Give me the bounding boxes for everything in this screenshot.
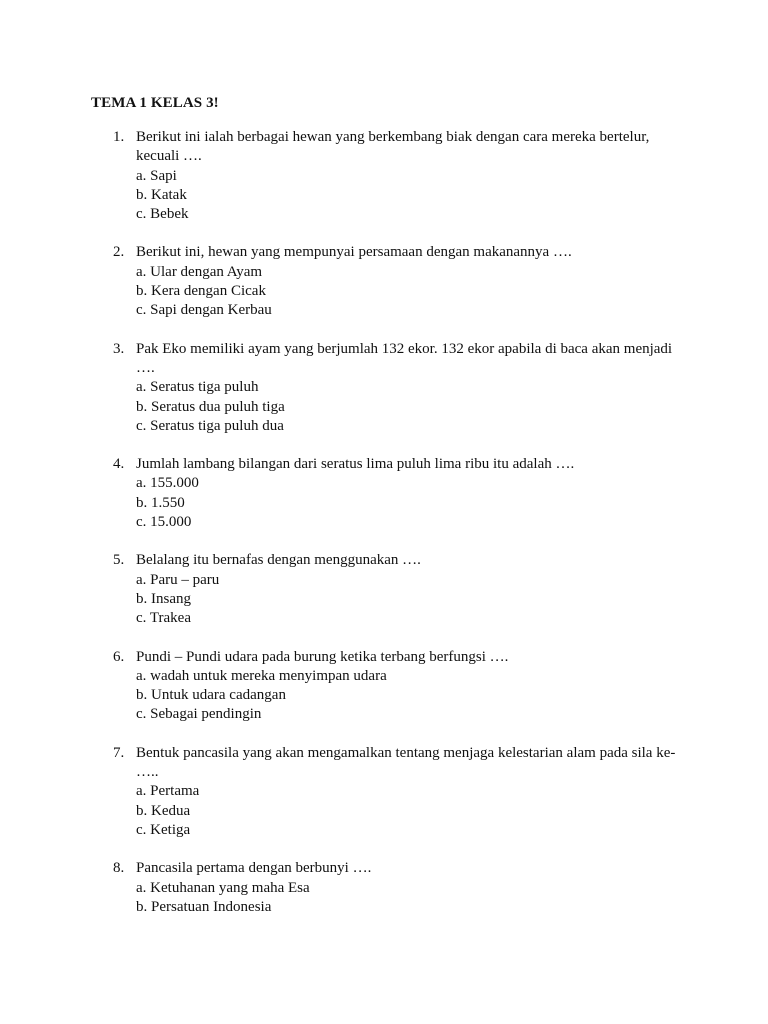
document-title: TEMA 1 KELAS 3! (91, 95, 219, 111)
answer-options (136, 474, 676, 532)
answer-option: c. Trakea (136, 610, 191, 627)
answer-option: b. 1.550 (136, 494, 185, 511)
question-number: 1. (113, 129, 125, 145)
answer-option: a. Ular dengan Ayam (136, 263, 263, 280)
answer-option: b. Kedua (136, 802, 191, 819)
question-item (0, 744, 676, 840)
answer-option: a. Seratus tiga puluh (136, 379, 259, 396)
answer-option: a. 155.000 (136, 475, 199, 492)
question-number: 5. (113, 552, 125, 569)
answer-option: c. Sapi dengan Kerbau (136, 302, 272, 319)
question-number: 3. (113, 340, 125, 357)
question-text: Belalang itu bernafas dengan menggunakan …. (136, 552, 421, 569)
answer-options (136, 263, 676, 321)
question-number: 4. (113, 456, 125, 473)
answer-option: c. Bebek (136, 206, 189, 223)
question-number: 7. (113, 744, 125, 761)
question-text: Jumlah lambang bilangan dari seratus lima puluh lima ribu itu adalah …. (136, 456, 575, 473)
answer-option: b. Kera dengan Cicak (136, 283, 266, 300)
answer-option: c. Ketiga (136, 821, 191, 838)
question-number: 2. (113, 244, 125, 261)
question-number: 6. (113, 648, 125, 665)
answer-option: c. 15.000 (136, 514, 192, 531)
answer-option: b. Seratus dua puluh tiga (136, 398, 285, 415)
question-item (0, 455, 676, 532)
answer-options (136, 378, 676, 436)
question-text: Pak Eko memiliki ayam yang berjumlah 132 ekor. 132 ekor apabila di baca akan menjadi …. (136, 340, 673, 376)
question-item (0, 243, 676, 320)
answer-options (136, 879, 676, 918)
answer-option: a. Sapi (136, 167, 177, 184)
answer-option: b. Insang (136, 590, 191, 607)
question-text: Berikut ini ialah berbagai hewan yang berkembang biak dengan cara mereka bertelur, kecuali …. (136, 129, 650, 165)
answer-option: a. Paru – paru (136, 571, 220, 588)
answer-options (136, 167, 676, 225)
answer-options (136, 782, 676, 840)
question-item (0, 128, 676, 224)
question-item (0, 648, 676, 725)
question-list (0, 128, 768, 936)
answer-options (136, 667, 676, 725)
question-text: Pundi – Pundi udara pada burung ketika terbang berfungsi …. (136, 648, 509, 665)
answer-option: a. Ketuhanan yang maha Esa (136, 879, 310, 896)
question-text: Pancasila pertama dengan berbunyi …. (136, 860, 372, 877)
answer-options (136, 571, 676, 629)
question-number: 8. (113, 860, 125, 877)
question-item (0, 859, 676, 917)
question-item (0, 340, 676, 436)
question-item (0, 551, 676, 628)
answer-option: a. wadah untuk mereka menyimpan udara (136, 667, 387, 684)
answer-option: c. Seratus tiga puluh dua (136, 417, 284, 434)
answer-option: b. Persatuan Indonesia (136, 898, 272, 915)
answer-option: b. Untuk udara cadangan (136, 687, 286, 704)
answer-option: a. Pertama (136, 783, 200, 800)
question-text: Bentuk pancasila yang akan mengamalkan tentang menjaga kelestarian alam pada sila ke- ….. (136, 744, 676, 781)
answer-option: c. Sebagai pendingin (136, 706, 262, 723)
question-text: Berikut ini, hewan yang mempunyai persamaan dengan makanannya …. (136, 244, 572, 261)
answer-option: b. Katak (136, 186, 187, 203)
